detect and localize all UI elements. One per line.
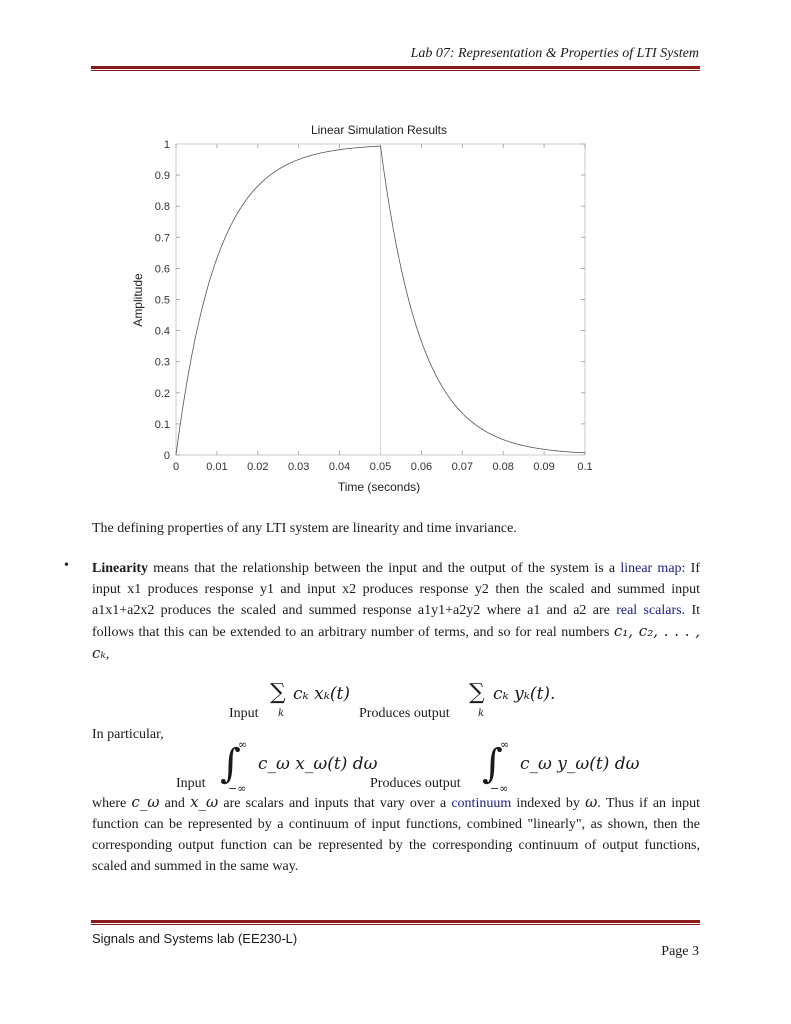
y-tick-label: 0.5 bbox=[154, 294, 170, 307]
y-tick-label: 0.2 bbox=[154, 387, 170, 400]
text: where bbox=[92, 796, 132, 811]
text: are scalars and inputs that vary over a bbox=[218, 796, 452, 811]
intro-paragraph: The defining properties of any LTI system are linearity and time invariance. bbox=[92, 521, 517, 536]
x-tick-label: 0.1 bbox=[577, 461, 593, 473]
y-tick-label: 0.1 bbox=[154, 418, 170, 431]
footer-rule-thin bbox=[91, 924, 700, 925]
y-tick-label: 0 bbox=[163, 450, 170, 462]
page-number: Page 3 bbox=[661, 944, 699, 959]
omega-math: ω bbox=[585, 793, 598, 811]
text: : If input x1 produces response y1 and input x2 produces response y2 then the scaled and summed input a1x1+a2x2 produces the scaled and summed response a1y1+a2y2 where a1 and a2 are bbox=[92, 561, 700, 618]
continuum-paragraph bbox=[92, 792, 700, 877]
y-tick-label: 0.6 bbox=[154, 263, 170, 276]
x-tick-label: 0.06 bbox=[410, 461, 433, 473]
eq1-lhs: cₖ xₖ(t) bbox=[293, 684, 351, 704]
continuum-link[interactable]: continuum bbox=[451, 796, 512, 811]
eq2-lhs: c_ω x_ω(t) dω bbox=[258, 754, 378, 774]
y-tick-label: 0.9 bbox=[154, 170, 170, 183]
footer-rule bbox=[91, 920, 700, 923]
sum-index: k bbox=[278, 708, 285, 719]
eq1-input-label: Input bbox=[229, 706, 259, 721]
chart-title: Linear Simulation Results bbox=[310, 123, 448, 137]
xw-math: x_ω bbox=[190, 793, 219, 811]
text: means that the relationship between the input and the output of the system is a bbox=[148, 561, 621, 576]
y-axis-label: Amplitude bbox=[131, 273, 145, 327]
coefficients-math: c₁, c₂, . . . , cₖ bbox=[92, 622, 700, 662]
text: . It follows that this can be extended to an arbitrary number of terms, and so for real numbers bbox=[92, 603, 700, 640]
y-tick-label: 0.4 bbox=[154, 325, 170, 338]
x-tick-label: 0 bbox=[172, 461, 180, 473]
bullet: • bbox=[64, 558, 69, 573]
y-tick-label: 0.8 bbox=[154, 201, 170, 214]
text: indexed by bbox=[511, 796, 586, 811]
x-tick-label: 0.01 bbox=[206, 461, 228, 473]
linearity-term: Linearity bbox=[92, 561, 148, 576]
integral-symbol: ∫ bbox=[482, 741, 503, 787]
eq1-produces-label: Produces output bbox=[359, 706, 450, 721]
summation-equation bbox=[229, 680, 629, 724]
footer-course: Signals and Systems lab (EE230-L) bbox=[92, 931, 298, 946]
lower-limit: −∞ bbox=[228, 782, 247, 795]
x-tick-label: 0.04 bbox=[328, 461, 351, 473]
sum-symbol: ∑ bbox=[270, 680, 286, 705]
linearity-paragraph bbox=[92, 558, 700, 665]
eq2-produces-label: Produces output bbox=[370, 776, 461, 791]
header-rule bbox=[91, 66, 700, 69]
x-tick-label: 0.02 bbox=[247, 461, 269, 473]
sum-symbol: ∑ bbox=[469, 680, 485, 705]
linear-map-link[interactable]: linear map bbox=[620, 561, 682, 576]
x-tick-label: 0.05 bbox=[369, 461, 392, 473]
y-tick-label: 1 bbox=[163, 139, 170, 151]
sum-index: k bbox=[478, 708, 485, 719]
x-tick-label: 0.07 bbox=[451, 461, 474, 473]
text: , bbox=[105, 647, 110, 662]
integral-symbol: ∫ bbox=[220, 741, 241, 787]
y-tick-label: 0.7 bbox=[154, 232, 170, 245]
real-scalars-link[interactable]: real scalars bbox=[616, 603, 682, 618]
in-particular: In particular, bbox=[92, 727, 164, 742]
text: and bbox=[159, 796, 191, 811]
linear-simulation-chart bbox=[120, 118, 600, 498]
eq2-input-label: Input bbox=[176, 776, 206, 791]
lower-limit: −∞ bbox=[490, 782, 509, 795]
integral-equation bbox=[176, 738, 640, 796]
eq2-rhs: c_ω y_ω(t) dω bbox=[520, 754, 640, 774]
header-rule-thin bbox=[91, 70, 700, 71]
eq1-rhs: cₖ yₖ(t). bbox=[493, 684, 556, 704]
x-axis-label: Time (seconds) bbox=[337, 480, 421, 494]
x-tick-label: 0.03 bbox=[287, 461, 310, 473]
upper-limit: ∞ bbox=[238, 738, 248, 751]
header-title: Lab 07: Representation & Properties of LTI System bbox=[410, 46, 699, 61]
text: . Thus if an input function can be represented by a continuum of input functions, combined "linearly", as shown, then the corresponding output function can be represented by the corresponding continuum of output functions, scaled and summed in the same way. bbox=[92, 796, 701, 874]
x-tick-label: 0.09 bbox=[533, 461, 555, 473]
y-tick-label: 0.3 bbox=[154, 356, 170, 369]
x-tick-label: 0.08 bbox=[492, 461, 514, 473]
upper-limit: ∞ bbox=[500, 738, 510, 751]
cw-math: c_ω bbox=[131, 793, 160, 811]
